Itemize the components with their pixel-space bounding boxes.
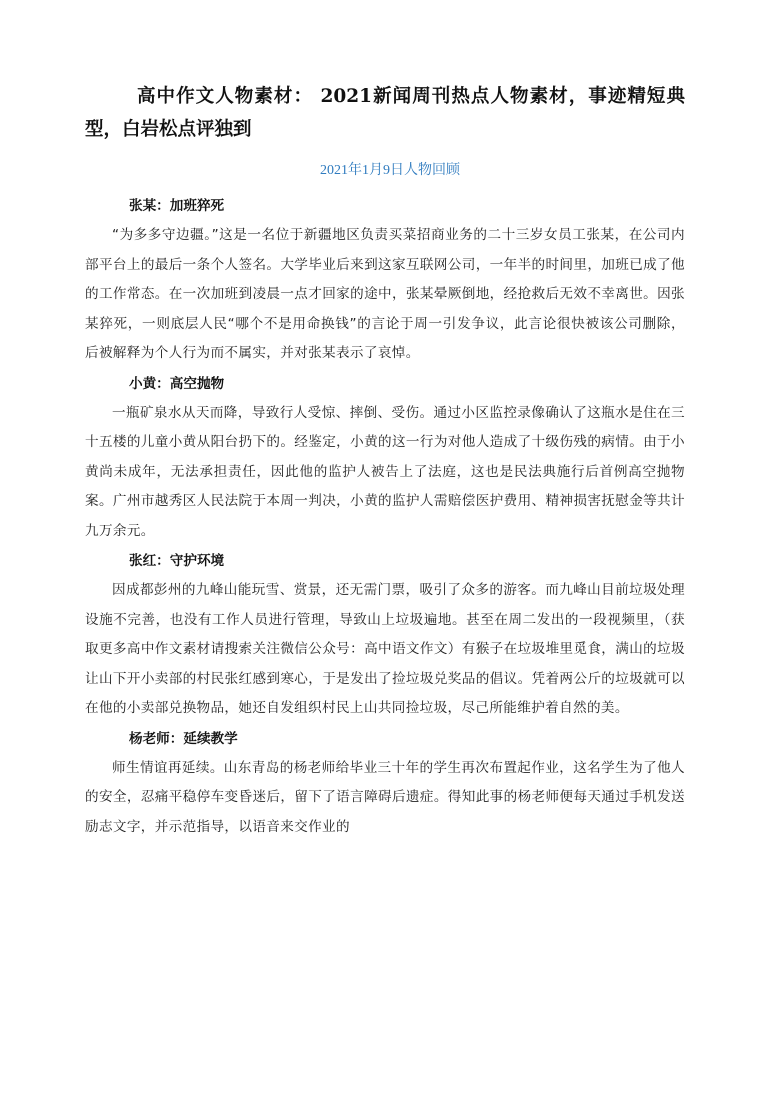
section-zhang-mou xyxy=(85,191,685,369)
document-body xyxy=(85,191,685,842)
section-paragraph: 师生情谊再延续。山东青岛的杨老师给毕业三十年的学生再次布置起作业，这名学生为了他人的安全，忍痛平稳停车变昏迷后，留下了语言障碍后遗症。得知此事的杨老师便每天通过手机发送励志文字，并示范指导，以语音来交作业的 xyxy=(85,759,685,835)
section-heading: 小黄：高空抛物 xyxy=(129,375,225,392)
document-subtitle: 2021年1月9日人物回顾 xyxy=(320,163,460,178)
section-heading: 杨老师：延续教学 xyxy=(129,730,238,747)
section-teacher-yang xyxy=(85,724,685,843)
section-xiao-huang xyxy=(85,369,685,547)
section-paragraph: “为多多守边疆。”这是一名位于新疆地区负责买菜招商业务的二十三岁女员工张某，在公司内部平台上的最后一条个人签名。大学毕业后来到这家互联网公司，一年半的时间里，加班已成了他的工作常态。在一次加班到凌晨一点才回家的途中，张某晕厥倒地，经抢救后无效不幸离世。因张某猝死，一则底层人民“哪个不是用命换钱”的言论于周一引发争议，此言论很快被该公司删除，后被解释为个人行为而不属实，并对张某表示了哀悼。 xyxy=(85,227,685,361)
document-title: 高中作文人物素材： 2021新闻周刊热点人物素材，事迹精短典型，白岩松点评独到 xyxy=(85,86,685,140)
section-heading: 张某：加班猝死 xyxy=(129,198,225,214)
section-heading: 张红：守护环境 xyxy=(129,553,225,569)
section-paragraph: 一瓶矿泉水从天而降，导致行人受惊、摔倒、受伤。通过小区监控录像确认了这瓶水是住在三十五楼的儿童小黄从阳台扔下的。经鉴定，小黄的这一行为对他人造成了十级伤残的病情。由于小黄尚未成年，无法承担责任，因此他的监护人被告上了法庭，这也是民法典施行后首例高空抛物案。广州市越秀区人民法院于本周一判决，小黄的监护人需赔偿医护费用、精神损害抚慰金等共计九万余元。 xyxy=(85,404,685,539)
section-paragraph: 因成都彭州的九峰山能玩雪、赏景，还无需门票，吸引了众多的游客。而九峰山目前垃圾处理设施不完善，也没有工作人员进行管理，导致山上垃圾遍地。甚至在周二发出的一段视频里，（获取更多高中作文素材请搜索关注微信公众号：高中语文作文）有猴子在垃圾堆里觅食，满山的垃圾让山下开小卖部的村民张红感到寒心，于是发出了捡垃圾兑奖品的倡议。凭着两公斤的垃圾就可以在他的小卖部兑换物品，她还自发组织村民上山共同捡垃圾，尽己所能维护着自然的美。 xyxy=(85,582,685,716)
section-zhang-hong xyxy=(85,546,685,724)
